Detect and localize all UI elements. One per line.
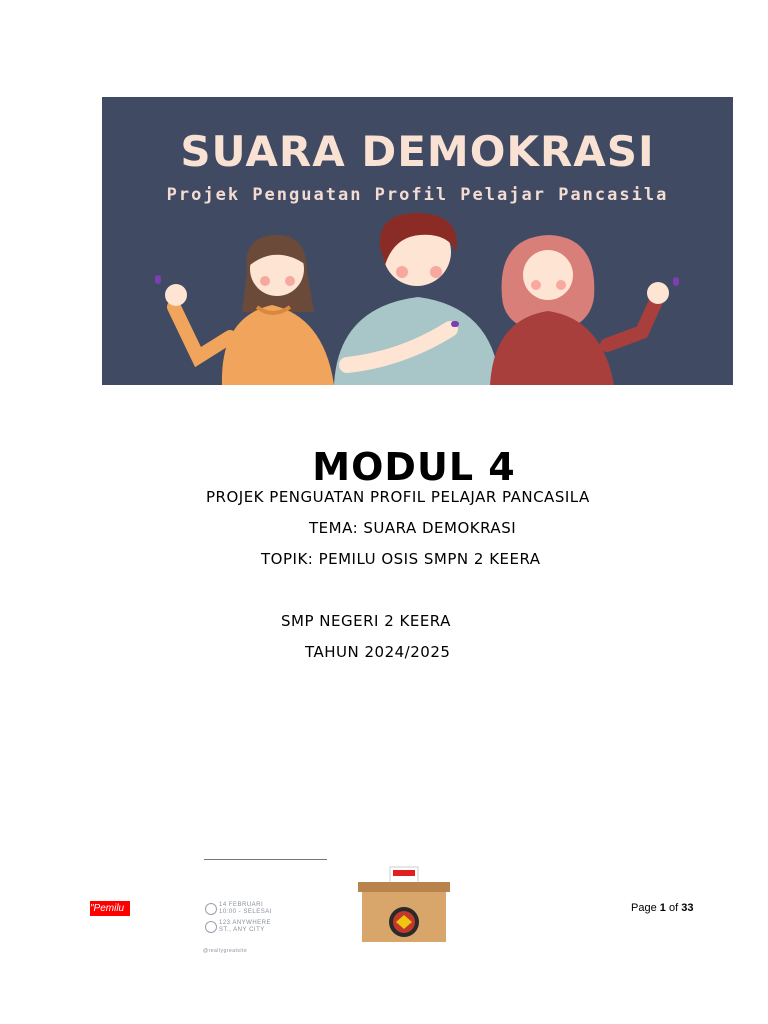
school-name: SMP NEGERI 2 KEERA bbox=[281, 612, 451, 630]
address-text bbox=[219, 920, 271, 934]
location-icon bbox=[205, 921, 217, 933]
ballot-box-icon bbox=[356, 866, 452, 942]
page-total: 33 bbox=[681, 902, 694, 914]
tema-line: TEMA: SUARA DEMOKRASI bbox=[309, 519, 517, 537]
topik-line: TOPIK: PEMILU OSIS SMPN 2 KEERA bbox=[261, 550, 541, 568]
page-current: 1 bbox=[659, 902, 666, 914]
footer-divider bbox=[204, 859, 327, 860]
address-line-2: ST., ANY CITY bbox=[219, 927, 265, 933]
modul-title: MODUL 4 bbox=[312, 445, 516, 489]
banner-title: SUARA DEMOKRASI bbox=[180, 127, 655, 176]
calendar-icon bbox=[205, 903, 217, 915]
page-label: Page bbox=[631, 902, 657, 914]
schedule-text bbox=[219, 902, 272, 916]
page-number bbox=[631, 902, 693, 914]
banner-subtitle: Projek Penguatan Profil Pelajar Pancasila bbox=[166, 185, 669, 205]
schedule-date: 14 FEBRUARI bbox=[219, 902, 264, 908]
page-of: of bbox=[668, 902, 679, 914]
program-title: PROJEK PENGUATAN PROFIL PELAJAR PANCASILA bbox=[206, 488, 590, 506]
address-line-1: 123 ANYWHERE bbox=[219, 920, 272, 926]
schedule-time: 10:00 - SELESAI bbox=[219, 909, 272, 915]
girl-left-figure bbox=[155, 235, 334, 385]
cover-banner bbox=[102, 97, 733, 385]
pemilu-red-tag: "Pemilu bbox=[90, 901, 130, 916]
academic-year: TAHUN 2024/2025 bbox=[305, 643, 451, 661]
boy-middle-figure bbox=[334, 213, 500, 385]
site-handle: @reallygreatsite bbox=[203, 948, 248, 954]
girl-right-figure bbox=[490, 235, 679, 385]
